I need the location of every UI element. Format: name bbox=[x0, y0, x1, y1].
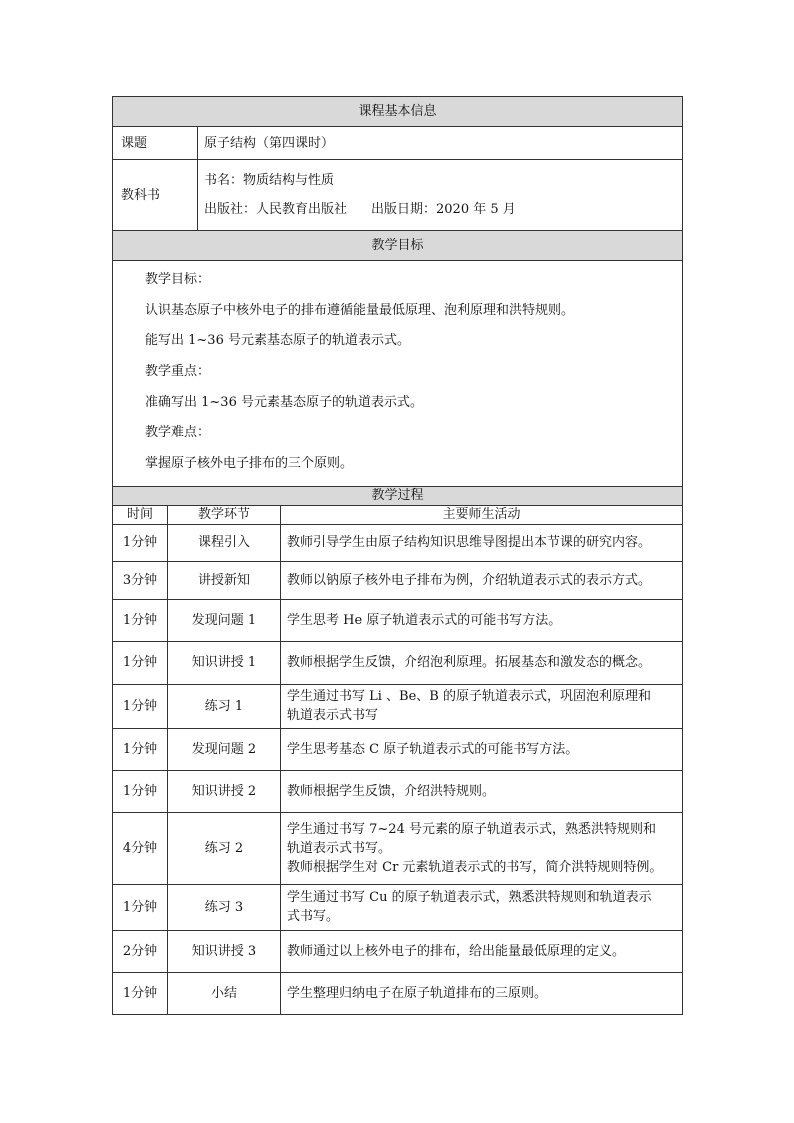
activity-line: 学生通过书写 Li 、Be、B 的原子轨道表示式，巩固泡利原理和 bbox=[287, 689, 651, 705]
row-time: 1分钟 bbox=[113, 770, 168, 812]
column-header-time: 时间 bbox=[113, 505, 168, 524]
column-header-stage: 教学环节 bbox=[168, 505, 281, 524]
process-column-headers bbox=[113, 505, 683, 524]
topic-value: 原子结构（第四课时） bbox=[198, 127, 683, 160]
activity-line: 教师根据学生对 Cr 元素轨道表示式的书写，简介洪特规则特例。 bbox=[287, 859, 663, 875]
publisher: 出版社：人民教育出版社 bbox=[204, 202, 348, 217]
objective-line: 准确写出 1~36 号元素基态原子的轨道表示式。 bbox=[145, 394, 423, 410]
row-stage: 练习 3 bbox=[168, 884, 281, 930]
objectives-content bbox=[113, 261, 683, 487]
row-stage: 练习 2 bbox=[168, 812, 281, 884]
textbook-details bbox=[198, 160, 683, 231]
row-stage: 讲授新知 bbox=[168, 561, 281, 599]
process-rows bbox=[113, 524, 683, 1014]
process-row bbox=[113, 770, 683, 812]
row-stage: 发现问题 1 bbox=[168, 599, 281, 641]
row-stage: 知识讲授 3 bbox=[168, 930, 281, 972]
activity-line: 学生通过书写 Cu 的原子轨道表示式，熟悉洪特规则和轨道表示 bbox=[287, 890, 652, 906]
objectives-header: 教学目标 bbox=[113, 231, 683, 261]
book-name: 书名：物质结构与性质 bbox=[204, 173, 335, 188]
objective-line: 教学重点： bbox=[145, 364, 211, 380]
row-activity bbox=[281, 884, 683, 930]
publication-date: 出版日期：2020 年 5 月 bbox=[371, 202, 516, 217]
row-activity bbox=[281, 812, 683, 884]
process-row bbox=[113, 884, 683, 930]
row-activity bbox=[281, 524, 683, 561]
activity-line: 教师引导学生由原子结构知识思维导图提出本节课的研究内容。 bbox=[287, 535, 652, 551]
column-header-activity: 主要师生活动 bbox=[281, 505, 683, 524]
row-activity bbox=[281, 599, 683, 641]
activity-line: 学生整理归纳电子在原子轨道排布的三原则。 bbox=[287, 985, 548, 1001]
row-time: 2分钟 bbox=[113, 930, 168, 972]
objective-line: 能写出 1~36 号元素基态原子的轨道表示式。 bbox=[145, 333, 410, 349]
row-time: 4分钟 bbox=[113, 812, 168, 884]
row-time: 1分钟 bbox=[113, 641, 168, 684]
row-time: 1分钟 bbox=[113, 728, 168, 770]
process-row bbox=[113, 524, 683, 561]
activity-line: 教师以钠原子核外电子排布为例，介绍轨道表示式的表示方式。 bbox=[287, 572, 652, 588]
row-time: 1分钟 bbox=[113, 524, 168, 561]
row-stage: 练习 1 bbox=[168, 684, 281, 728]
objective-line: 认识基态原子中核外电子的排布遵循能量最低原理、泡利原理和洪特规则。 bbox=[145, 302, 575, 318]
activity-line: 学生思考 He 原子轨道表示式的可能书写方法。 bbox=[287, 612, 562, 628]
row-stage: 知识讲授 1 bbox=[168, 641, 281, 684]
row-time: 1分钟 bbox=[113, 972, 168, 1014]
publisher-line bbox=[204, 195, 676, 224]
row-time: 1分钟 bbox=[113, 684, 168, 728]
textbook-label: 教科书 bbox=[113, 160, 198, 231]
activity-line: 式书写。 bbox=[287, 909, 340, 925]
activity-line: 学生通过书写 7~24 号元素的原子轨道表示式，熟悉洪特规则和 bbox=[287, 821, 656, 837]
activity-line: 教师根据学生反馈，介绍泡利原理。拓展基态和激发态的概念。 bbox=[287, 655, 652, 671]
topic-label: 课题 bbox=[113, 127, 198, 160]
row-time: 3分钟 bbox=[113, 561, 168, 599]
objective-line: 教学目标： bbox=[145, 272, 211, 287]
lesson-plan-table bbox=[112, 96, 683, 1015]
row-activity bbox=[281, 770, 683, 812]
row-activity bbox=[281, 930, 683, 972]
objective-line: 掌握原子核外电子排布的三个原则。 bbox=[145, 456, 354, 472]
process-row bbox=[113, 561, 683, 599]
activity-line: 教师根据学生反馈，介绍洪特规则。 bbox=[287, 783, 496, 799]
objectives-list bbox=[145, 265, 674, 480]
process-row bbox=[113, 684, 683, 728]
row-time: 1分钟 bbox=[113, 884, 168, 930]
row-stage: 发现问题 2 bbox=[168, 728, 281, 770]
row-stage: 课程引入 bbox=[168, 524, 281, 561]
row-activity bbox=[281, 972, 683, 1014]
process-row bbox=[113, 641, 683, 684]
process-row bbox=[113, 728, 683, 770]
activity-line: 教师通过以上核外电子的排布，给出能量最低原理的定义。 bbox=[287, 943, 626, 959]
basic-info-header: 课程基本信息 bbox=[113, 97, 683, 127]
process-row bbox=[113, 972, 683, 1014]
process-row bbox=[113, 599, 683, 641]
objective-line: 教学难点： bbox=[145, 425, 211, 441]
activity-line: 轨道表示式书写。 bbox=[287, 840, 392, 856]
row-activity bbox=[281, 641, 683, 684]
row-stage: 小结 bbox=[168, 972, 281, 1014]
activity-line: 轨道表示式书写 bbox=[287, 708, 379, 724]
process-header: 教学过程 bbox=[113, 486, 683, 505]
row-time: 1分钟 bbox=[113, 599, 168, 641]
activity-line: 学生思考基态 C 原子轨道表示式的可能书写方法。 bbox=[287, 741, 579, 757]
row-activity bbox=[281, 684, 683, 728]
row-activity bbox=[281, 728, 683, 770]
row-activity bbox=[281, 561, 683, 599]
row-stage: 知识讲授 2 bbox=[168, 770, 281, 812]
process-row bbox=[113, 930, 683, 972]
process-row bbox=[113, 812, 683, 884]
